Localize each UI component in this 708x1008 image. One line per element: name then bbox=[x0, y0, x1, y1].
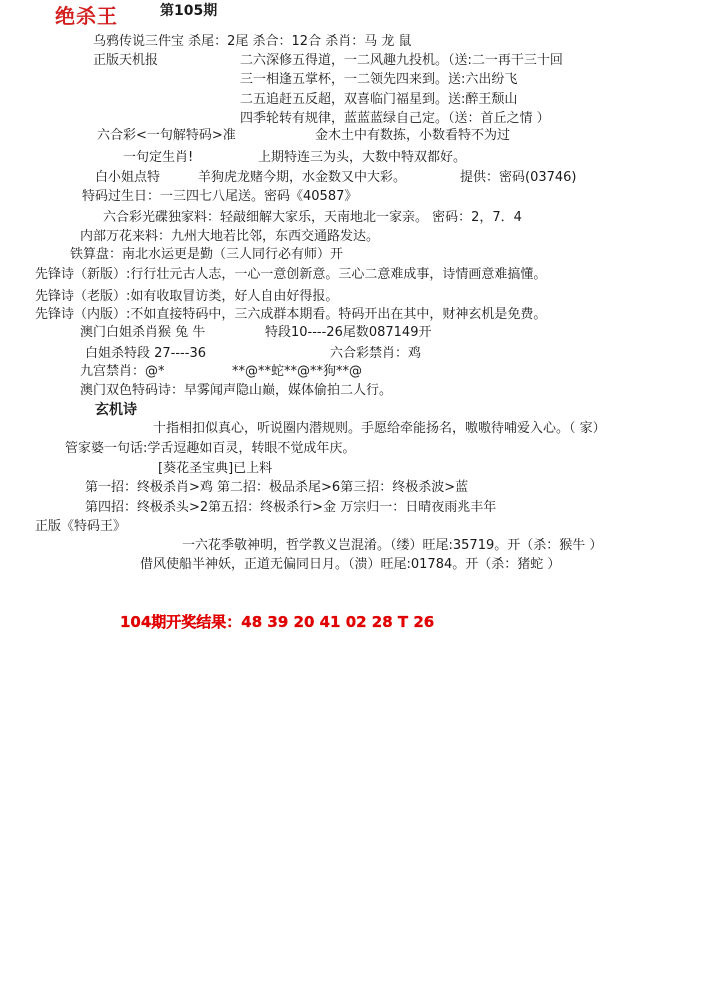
mystic-poem-heading: 玄机诗 bbox=[95, 402, 137, 418]
bai-xiaojie-heading: 白小姐点特 bbox=[95, 170, 161, 185]
issue-number: 第105期 bbox=[160, 3, 218, 19]
tianji-line-1: 二六深修五得道，一二风趣九投机。（送:二一再干三十回 bbox=[240, 53, 563, 68]
tema-wang-line-2: 借风使船半神妖，正道无偏同日月。（溃）旺尾:01784。开（杀：猪蛇 ） bbox=[140, 557, 561, 572]
nine-palace-label: 九宫禁肖：@* bbox=[80, 364, 165, 379]
tema-wang-heading: 正版《特码王》 bbox=[35, 519, 127, 534]
tianji-heading: 正版天机报 bbox=[93, 53, 159, 68]
moves-line-1: 第一招：终极杀肖>鸡 第二招：极品杀尾>6第三招：终极杀波>蓝 bbox=[85, 480, 469, 495]
birthday-line: 特码过生日：一三四七八尾送。密码《40587》 bbox=[82, 189, 358, 204]
housekeeper-line: 管家婆一句话:学舌逗趣如百灵，转眼不觉成年庆。 bbox=[65, 441, 356, 456]
one-sentence-heading: 六合彩<一句解特码>准 bbox=[97, 128, 236, 143]
provider-code: 提供：密码(03746) bbox=[460, 170, 577, 185]
tema-wang-line-1: 一六花季敬神明，哲学教义岂混淆。（缕）旺尾:35719。开（杀：猴牛 ） bbox=[182, 538, 603, 553]
special-range: 特段10----26尾数087149开 bbox=[265, 325, 432, 340]
logo-title: 绝杀王 bbox=[55, 4, 118, 28]
zodiac-text: 上期特连三为头，大数中特双都好。 bbox=[258, 150, 467, 165]
sunflower-heading: [葵花圣宝典]已上料 bbox=[158, 461, 273, 476]
nine-palace-values: **@**蛇**@**狗**@ bbox=[232, 364, 363, 379]
tianji-line-2: 三一相逢五掌杯，一二领先四来到。送:六出纷飞 bbox=[240, 72, 518, 87]
macau-baijie-kill: 澳门白姐杀肖猴 兔 牛 bbox=[80, 325, 206, 340]
zodiac-heading: 一句定生肖! bbox=[123, 150, 194, 165]
forbidden-zodiac: 六合彩禁肖：鸡 bbox=[330, 346, 422, 361]
pioneer-poem-old: 先锋诗（老版）:如有收取冒访类，好人自由好得报。 bbox=[35, 289, 339, 304]
draw-result: 104期开奖结果：48 39 20 41 02 28 T 26 bbox=[120, 613, 435, 631]
pioneer-poem-new: 先锋诗（新版）:行行壮元古人志，一心一意创新意。三心二意难成事，诗情画意难搞懂。 bbox=[35, 267, 547, 282]
abacus-line: 铁算盘：南北水运更是勤（三人同行必有师）开 bbox=[70, 247, 344, 262]
tianji-line-3: 二五追赶五反超，双喜临门福星到。送:醉王颓山 bbox=[240, 92, 518, 107]
pioneer-poem-internal: 先锋诗（内版）:不如直接特码中，三六成群本期看。特码开出在其中，财神玄机是免费。 bbox=[35, 307, 547, 322]
bai-xiaojie-text: 羊狗虎龙赌今期，水金数又中大彩。 bbox=[198, 170, 407, 185]
moves-line-2: 第四招：终极杀头>2第五招：终极杀行>金 万宗归一：日晴夜雨兆丰年 bbox=[85, 500, 497, 515]
crow-legend-line: 乌鸦传说三件宝 杀尾：2尾 杀合：12合 杀肖：马 龙 鼠 bbox=[93, 34, 412, 49]
macau-double-poem: 澳门双色特码诗：早雾闻声隐山巅，媒体偷拍二人行。 bbox=[80, 383, 393, 398]
mystic-poem-text: 十指相扣似真心，听说圈内潜规则。手愿给牵能扬名，嗷嗷待哺爱入心。（ 家） bbox=[153, 421, 606, 436]
internal-flowers-line: 内部万花来料：九州大地若比邻，东西交通路发达。 bbox=[80, 229, 380, 244]
cd-exclusive-line: 六合彩光碟独家料：轻敲细解大家乐，天南地北一家亲。 密码：2，7．4 bbox=[103, 210, 522, 225]
tianji-line-4: 四季轮转有规律，蓝蓝蓝绿自己定。（送：首丘之情 ） bbox=[240, 111, 550, 126]
baijie-kill-range: 白姐杀特段 27----36 bbox=[85, 346, 206, 361]
one-sentence-text: 金木土中有数拣，小数看特不为过 bbox=[315, 128, 511, 143]
